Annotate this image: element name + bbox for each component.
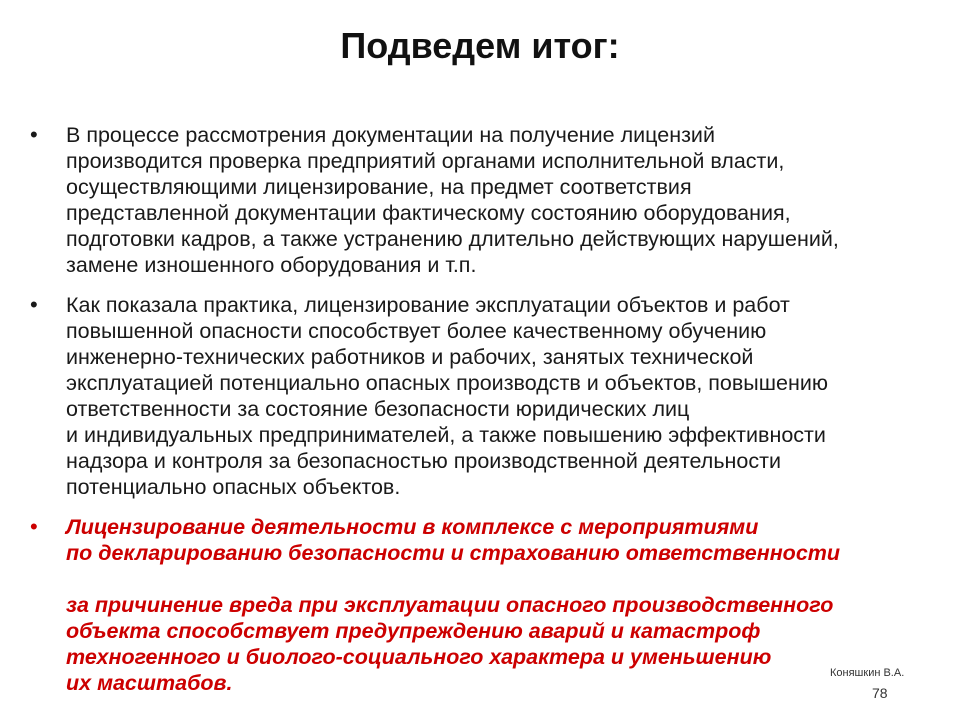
bullet-item-1 — [30, 122, 945, 278]
slide-title: Подведем итог: — [340, 25, 620, 66]
bullet-marker: • — [30, 514, 38, 539]
bullet-marker: • — [30, 292, 38, 317]
bullet-marker: • — [30, 122, 38, 147]
bullet-item-2 — [30, 292, 945, 500]
bullet-list — [30, 122, 945, 710]
bullet-text-2: Как показала практика, лицензирование эксплуатации объектов и работ повышенной опасности способствует более качественному обучению инженерно-технических работников и рабочих, занятых технической эксплуатацией потенциально опасных производств и объектов, повышению ответственности за состояние безопасности юридических лиц и индивидуальных предпринимателей, а также повышению эффективности надзора и контроля за безопасностью производственной деятельности потенциально опасных объектов. — [66, 293, 828, 499]
footer-author: Коняшкин В.А. — [830, 667, 905, 679]
bullet-item-3-highlight — [30, 514, 945, 696]
bullet-text-3: Лицензирование деятельности в комплексе с мероприятиями по декларированию безопасности и страхованию ответственности за причинение вреда при эксплуатации опасного производственного объекта способствует предупреждению аварий и катастроф техногенного и биолого-социального характера и уменьшению их масштабов. — [66, 515, 841, 695]
page-number: 78 — [872, 685, 888, 701]
bullet-text-1: В процессе рассмотрения документации на получение лицензий производится проверка предприятий органами исполнительной власти, осуществляющими лицензирование, на предмет соответствия представленной документации фактическому состоянию оборудования, подготовки кадров, а также устранению длительно действующих нарушений, замене изношенного оборудования и т.п. — [66, 123, 839, 277]
